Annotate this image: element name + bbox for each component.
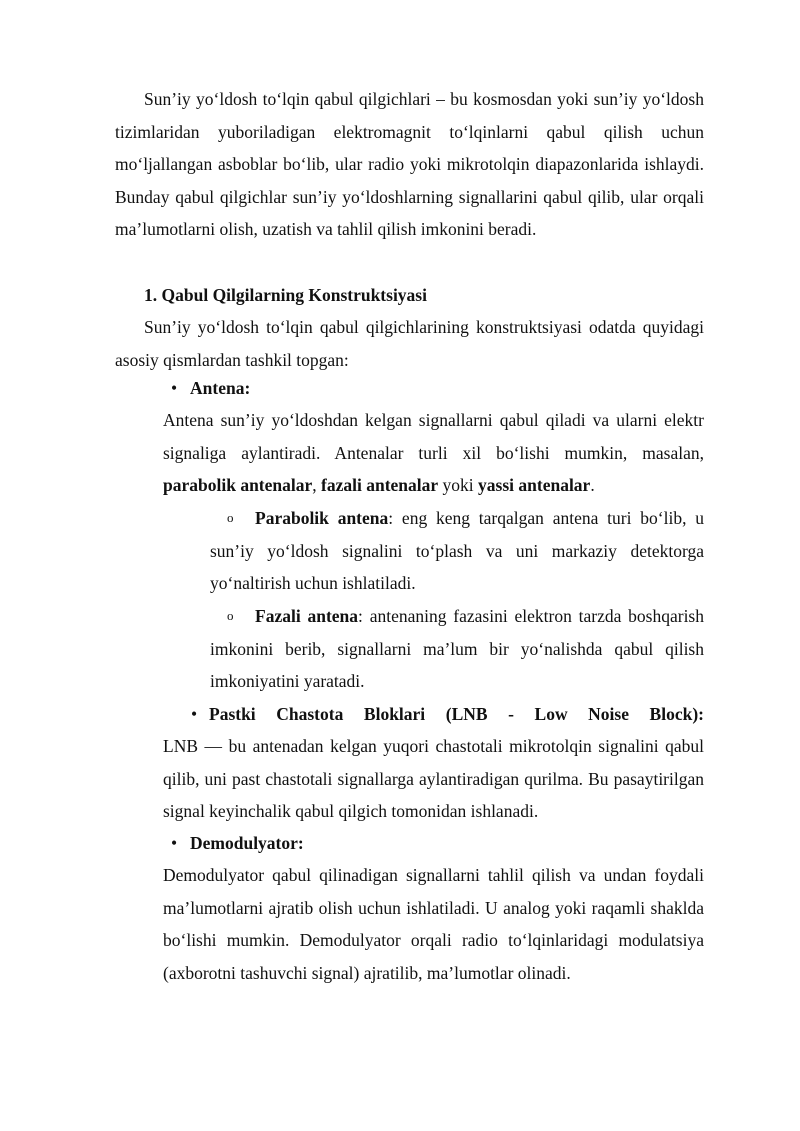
lnb-description: LNB — bu antenadan kelgan yuqori chastotali mikrotolqin signalini qabul qilib, uni past chastotali signallarga aylantiradigan qurilma. Bu pasaytirilgan signal keyinchalik qabul qilgich tomonidan ishlanadi. bbox=[163, 736, 704, 821]
antenna-description-text: Antena sun’iy yo‘ldoshdan kelgan signallarni qabul qiladi va ularni elektr signaliga aylantiradi. Antenalar turli xil bo‘lishi mumkin, masalan, bbox=[163, 410, 704, 463]
bullet-antenna-title: Antena: bbox=[190, 378, 251, 398]
sub-bullet-icon: o bbox=[227, 608, 234, 623]
phased-term: Fazali antena bbox=[255, 606, 359, 626]
parabolic-text: : eng keng tarqalgan antena turi bo‘lib, u sun’iy yo‘ldosh signalini to‘plash va uni markaziy detektorga yo‘naltirish uchun ishlatiladi. bbox=[210, 508, 704, 593]
antenna-type-flat: yassi antenalar bbox=[478, 475, 591, 495]
demodulator-description: Demodulyator qabul qilinadigan signallarni tahlil qilish va undan foydali ma’lumotlarni ajratib olish uchun ishlatiladi. U analog yoki raqamli shaklda bo‘lishi mumkin. Demodulyator orqali radio to‘lqinlaridagi modulatsiya (axborotni tashuvchi signal) ajratilib, ma’lumotlar olinadi. bbox=[163, 865, 704, 983]
bullet-lnb-title: Pastki Chastota Bloklari (LNB - Low Noise Block): bbox=[209, 704, 704, 724]
section-intro-paragraph: Sun’iy yo‘ldosh to‘lqin qabul qilgichlarining konstruktsiyasi odatda quyidagi asosiy qismlardan tashkil topgan: bbox=[115, 317, 704, 370]
bullet-icon: • bbox=[191, 704, 198, 724]
bullet-antenna bbox=[171, 372, 251, 405]
intro-paragraph: Sun’iy yo‘ldosh to‘lqin qabul qilgichlari – bu kosmosdan yoki sun’iy yo‘ldosh tizimlaridan yuboriladigan elektromagnit to‘lqinlarni qabul qilish uchun mo‘ljallangan asboblar bo‘lib, ular radio yoki mikrotolqin diapazonlarida ishlaydi. Bunday qabul qilgichlar sun’iy yo‘ldoshlarning signallarini qabul qilib, ular orqali ma’lumotlarni olish, uzatish va tahlil qilish imkonini beradi. bbox=[115, 89, 704, 239]
antenna-type-phased: fazali antenalar bbox=[321, 475, 439, 495]
parabolic-term: Parabolik antena bbox=[255, 508, 389, 528]
antenna-description bbox=[163, 404, 704, 502]
sub-bullet-icon: o bbox=[227, 510, 234, 525]
section-heading: 1. Qabul Qilgilarning Konstruktsiyasi bbox=[144, 285, 427, 305]
sub-item-parabolic bbox=[210, 502, 704, 600]
bullet-demodulator bbox=[171, 827, 304, 860]
bullet-lnb bbox=[191, 698, 704, 731]
bullet-icon: • bbox=[171, 378, 178, 398]
antenna-type-parabolic: parabolik antenalar bbox=[163, 475, 313, 495]
phased-text: : antenaning fazasini elektron tarzda boshqarish imkonini berib, signallarni ma’lum bir yo‘nalishda qabul qilish imkoniyatini yaratadi. bbox=[210, 606, 704, 691]
antenna-end: . bbox=[590, 475, 595, 495]
antenna-separator-1: , bbox=[312, 475, 322, 495]
bullet-demodulator-title: Demodulyator: bbox=[190, 833, 304, 853]
antenna-separator-2: yoki bbox=[438, 475, 479, 495]
sub-item-phased bbox=[210, 600, 704, 698]
bullet-icon: • bbox=[171, 833, 178, 853]
